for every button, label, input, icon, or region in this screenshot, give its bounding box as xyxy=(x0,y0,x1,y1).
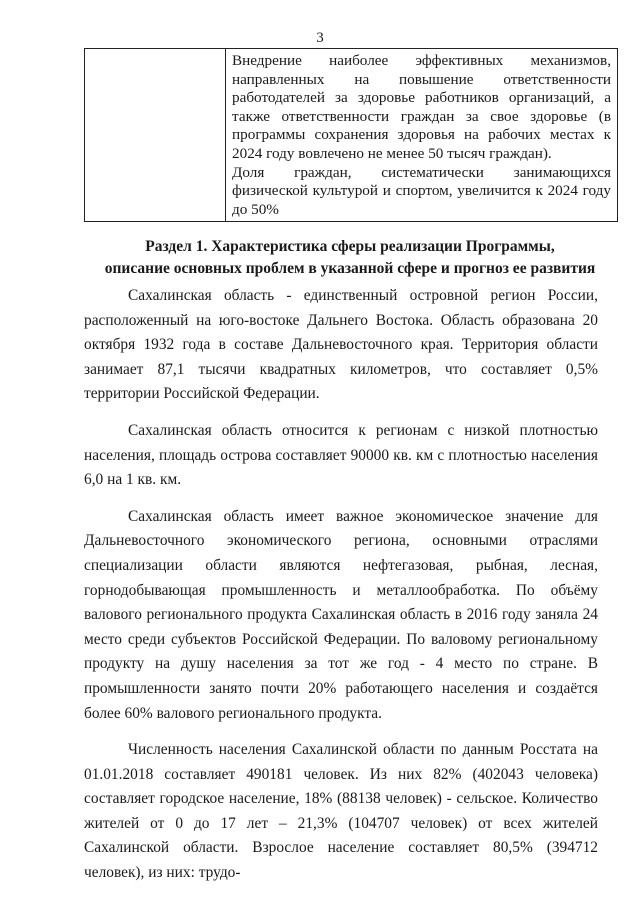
goals-table xyxy=(84,48,618,222)
table-left-cell xyxy=(85,49,226,222)
body-text xyxy=(84,284,598,898)
paragraph-region-overview: Сахалинская область - единственный островной регион России, расположенный на юго-востоке Дальнего Востока. Область образована 20 октября 1932 года в составе Дальневосточного края. Территория области занимает 87,1 тысячи квадратных километров, что составляет 0,5% территории Российской Федерации. xyxy=(84,287,598,403)
section-heading xyxy=(80,236,620,280)
table-cell-paragraph-2: Доля граждан, систематически занимающихся физической культурой и спортом, увеличится к 2024 году до 50% xyxy=(232,163,611,218)
section-heading-line-1: Раздел 1. Характеристика сферы реализации Программы, xyxy=(145,238,555,255)
table-cell-paragraph-1: Внедрение наиболее эффективных механизмов, направленных на повышение ответственности работодателей за здоровье работников организаций, а также ответственности граждан за свое здоровье (в программы сохранения здоровья на рабочих местах к 2024 году вовлечено не менее 50 тысяч граждан). xyxy=(232,52,611,162)
paragraph-population-density: Сахалинская область относится к регионам с низкой плотностью населения, площадь острова составляет 90000 кв. км с плотностью населения 6,0 на 1 кв. км. xyxy=(84,421,598,489)
paragraph-population-stats: Численность населения Сахалинской области по данным Росстата на 01.01.2018 составляет 490181 человек. Из них 82% (402043 человека) составляет городское население, 18% (88138 человек) - сельское. Количество жителей от 0 до 17 лет – 21,3% (104707 человек) от всех жителей Сахалинской области. Взрослое население составляет 80,5% (394712 человек), из них: трудо- xyxy=(84,741,598,882)
section-heading-line-2: описание основных проблем в указанной сфере и прогноз ее развития xyxy=(104,260,596,277)
table-row xyxy=(85,49,618,222)
paragraph-economy: Сахалинская область имеет важное экономическое значение для Дальневосточного экономического региона, основными отраслями специализации области являются нефтегазовая, рыбная, лесная, горнодобывающая промышленность и металлообработка. По объёму валового регионального продукта Сахалинская область в 2016 году заняла 24 место среди субъектов Российской Федерации. По валовому региональному продукту на душу населения за тот же год - 4 место по стране. В промышленности занято почти 20% работающего населения и создаётся более 60% валового регионального продукта. xyxy=(84,507,598,722)
page-number: 3 xyxy=(316,30,324,46)
table-right-cell xyxy=(226,49,618,222)
